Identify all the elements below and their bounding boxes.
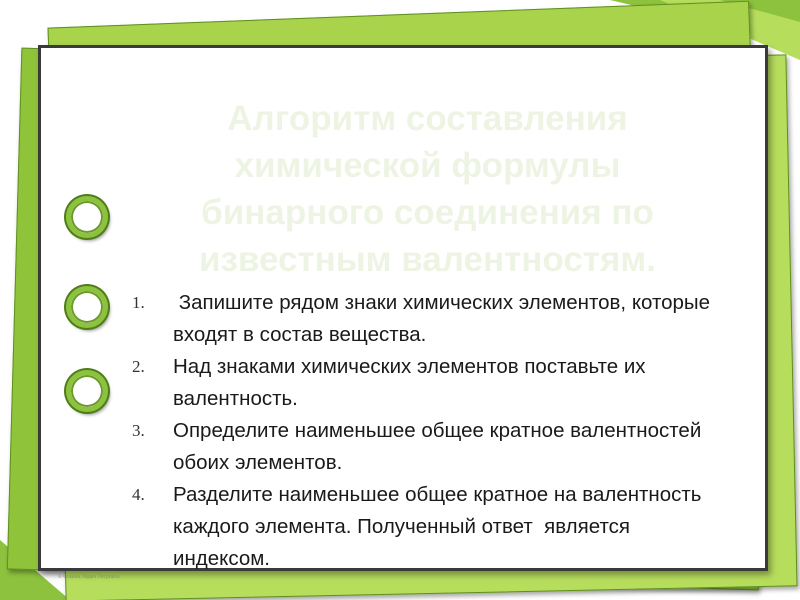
list-item <box>128 351 728 415</box>
ring-icon <box>66 196 108 238</box>
step-text: Определите наименьшее общее кратное валентностей обоих элементов. <box>173 419 702 474</box>
slide-title: Алгоритм составления химической формулы бинарного соединения по известным валентностям. <box>199 99 656 279</box>
step-number: 4. <box>132 485 145 504</box>
step-number: 1. <box>132 293 145 312</box>
list-item <box>128 415 728 479</box>
list-item <box>128 287 728 351</box>
step-text: Разделите наименьшее общее кратное на валентность каждого элемента. Полученный ответ является индексом. <box>173 483 708 570</box>
step-number: 3. <box>132 421 145 440</box>
ring-icon <box>66 286 108 328</box>
step-number: 2. <box>132 357 145 376</box>
step-text: Над знаками химических элементов поставьте их валентность. <box>173 355 646 410</box>
step-text: Запишите рядом знаки химических элементов, которые входят в состав вещества. <box>173 291 716 346</box>
steps-list <box>128 287 728 575</box>
copyright-footer: © Фокина Лидия Петровна <box>58 574 120 580</box>
list-item <box>128 479 728 575</box>
ring-icon <box>66 370 108 412</box>
